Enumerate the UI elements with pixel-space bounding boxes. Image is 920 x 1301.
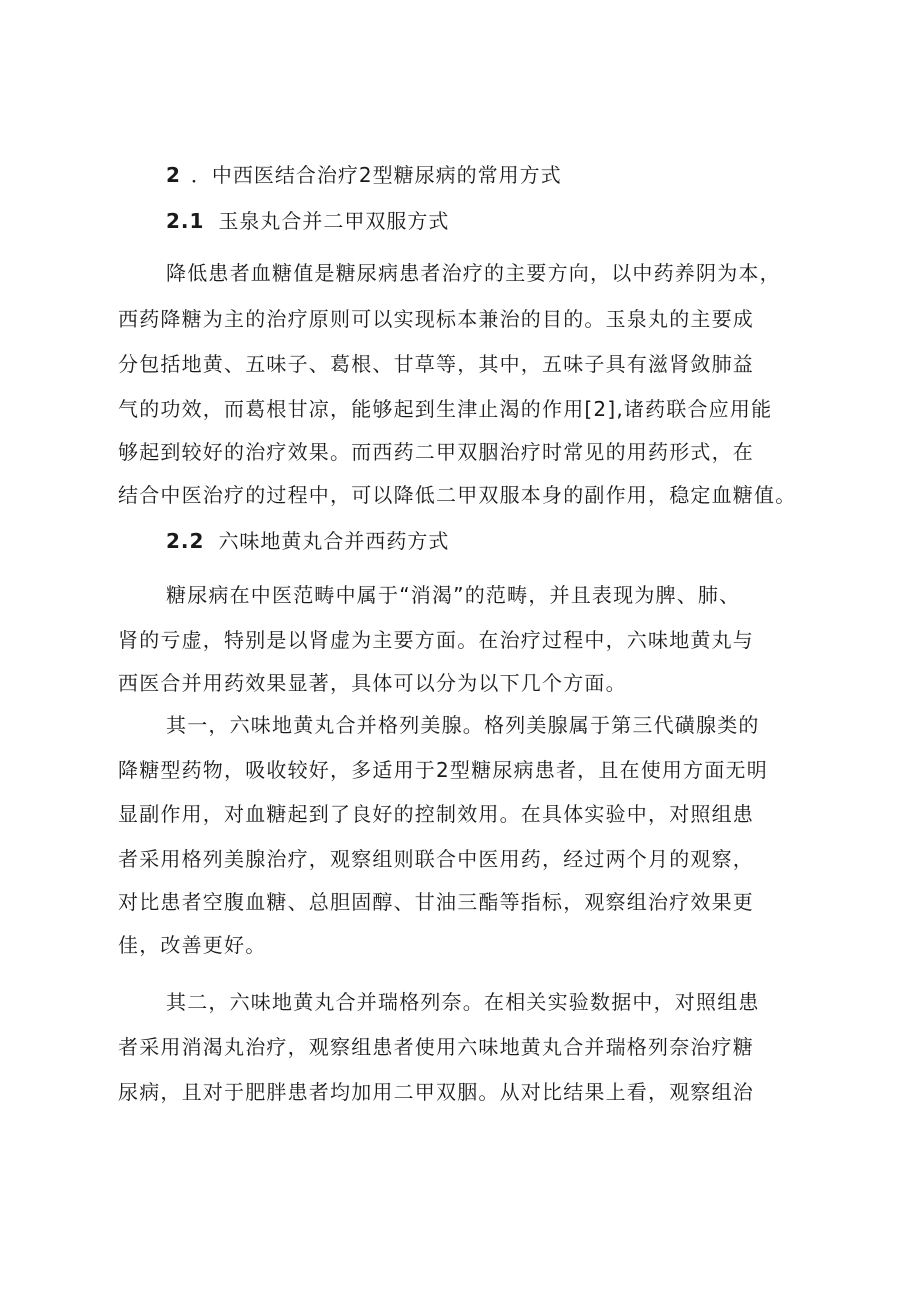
paragraph-2-line: 西医合并用药效果显著，具体可以分为以下几个方面。 [118,671,627,695]
paragraph-1-line: 西药降糖为主的治疗原则可以实现标本兼治的目的。玉泉丸的主要成 [118,307,754,331]
section-heading-2 [166,161,562,189]
section-number: 2.1 [166,209,205,233]
paragraph-2-line: 肾的亏虚，特别是以肾虚为主要方面。在治疗过程中，六味地黄丸与 [118,628,754,652]
paragraph-3-line: 对比患者空腹血糖、总胆固醇、甘油三酯等指标，观察组治疗效果更 [118,890,754,914]
paragraph-4-line: 尿病，且对于肥胖患者均加用二甲双胭。从对比结果上看，观察组治 [118,1080,754,1104]
paragraph-1-line: 够起到较好的治疗效果。而西药二甲双胭治疗时常见的用药形式，在 [118,440,754,464]
section-title: 六味地黄丸合并西药方式 [218,529,450,553]
paragraph-3-line: 显副作用，对血糖起到了良好的控制效用。在具体实验中，对照组患 [118,802,754,826]
section-heading-2-2 [166,527,449,555]
paragraph-3-line: 佳，改善更好。 [118,933,267,957]
paragraph-4-line: 其二，六味地黄丸合并瑞格列奈。在相关实验数据中，对照组患 [166,990,760,1014]
paragraph-4-line: 者采用消渴丸治疗，观察组患者使用六味地黄丸合并瑞格列奈治疗糖 [118,1035,754,1059]
section-title: ．中西医结合治疗2型糖尿病的常用方式 [190,163,562,187]
paragraph-1-line: 结合中医治疗的过程中，可以降低二甲双服本身的副作用，稳定血糖值。 [118,483,797,507]
section-heading-2-1 [166,207,449,235]
paragraph-1-line: 降低患者血糖值是糖尿病患者治疗的主要方向，以中药养阴为本， [166,261,781,285]
section-title: 玉泉丸合并二甲双服方式 [218,209,450,233]
paragraph-3-line: 降糖型药物，吸收较好，多适用于2型糖尿病患者，且在使用方面无明 [118,758,768,782]
section-number: 2.2 [166,529,205,553]
paragraph-3-line: 其一，六味地黄丸合并格列美腺。格列美腺属于第三代磺腺类的 [166,713,760,737]
paragraph-1-line: 分包括地黄、五味子、葛根、甘草等，其中，五味子具有滋肾敛肺益 [118,352,754,376]
paragraph-2-line: 糖尿病在中医范畴中属于“消渴”的范畴，并且表现为脾、肺、 [166,583,741,607]
paragraph-3-line: 者采用格列美腺治疗，观察组则联合中医用药，经过两个月的观察， [118,847,754,871]
paragraph-1-line: 气的功效，而葛根甘凉，能够起到生津止渴的作用[2],诸药联合应用能 [118,397,773,421]
section-number: 2 [166,163,181,187]
